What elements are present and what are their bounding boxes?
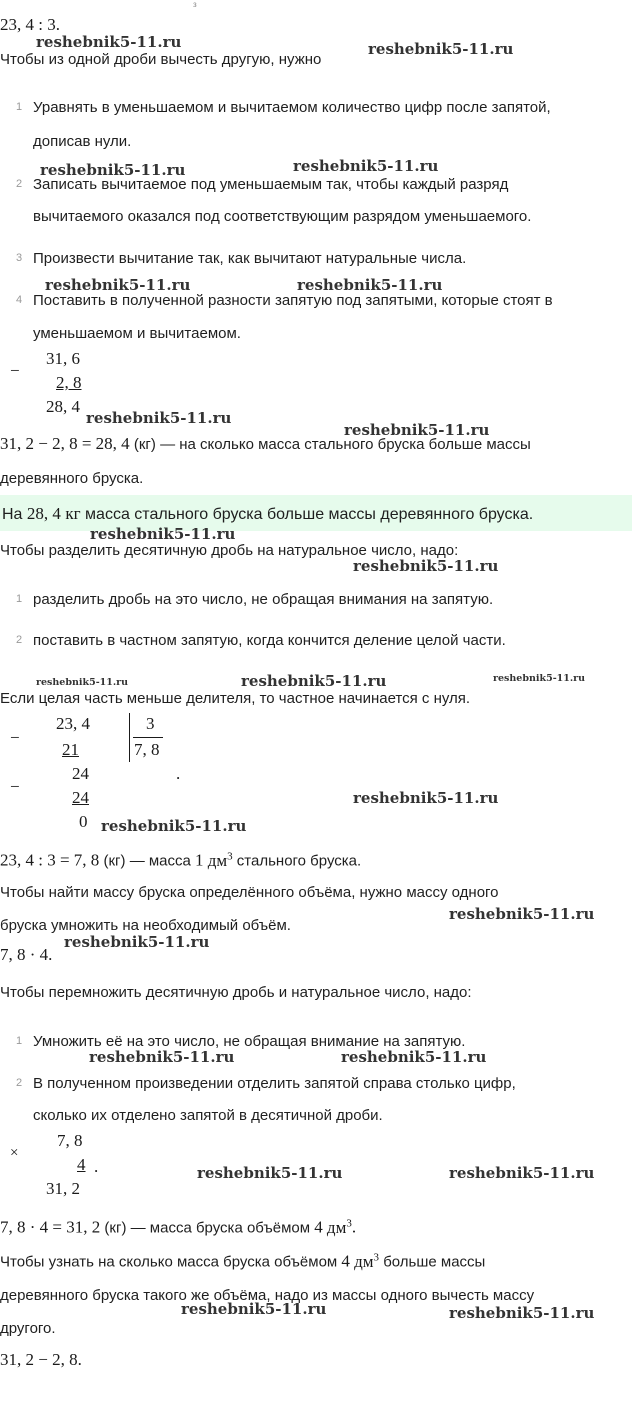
watermark: reshebnik5-11.ru: [493, 673, 586, 684]
end-dot: .: [351, 1217, 357, 1237]
final-rule-text: Чтобы узнать на сколько масса бруска объёмом: [0, 1253, 338, 1271]
watermark: reshebnik5-11.ru: [353, 789, 499, 807]
watermark: reshebnik5-11.ru: [297, 276, 443, 294]
result-description-end: стального бруска.: [236, 852, 362, 870]
subtrahend: 2, 8: [56, 373, 82, 392]
step-number: 2: [16, 634, 23, 646]
dividend: 23, 4: [56, 714, 90, 733]
answer-text: масса стального бруска больше массы деревянного бруска.: [85, 506, 534, 523]
subtraction-rule-intro: Чтобы из одной дроби вычесть другую, нужно: [0, 51, 322, 68]
result-description: — на сколько масса стального бруска больше массы: [160, 436, 531, 453]
difference: 28, 4: [46, 397, 80, 416]
minus-sign: −: [10, 728, 20, 747]
divisor: 3: [146, 714, 155, 733]
watermark: reshebnik5-11.ru: [90, 525, 236, 543]
watermark: reshebnik5-11.ru: [36, 33, 182, 51]
expression-multiply: 7, 8 · 4.: [0, 945, 53, 964]
partial-product: 24: [72, 788, 89, 807]
unit-power: 3: [346, 1217, 352, 1229]
step-text: Записать вычитаемое под уменьшаемым так, чтобы каждый разряд: [33, 176, 509, 193]
watermark: reshebnik5-11.ru: [368, 40, 514, 58]
step-text: Уравнять в уменьшаемом и вычитаемом количество цифр после запятой,: [33, 99, 551, 116]
watermark: reshebnik5-11.ru: [341, 1048, 487, 1066]
watermark: reshebnik5-11.ru: [45, 276, 191, 294]
answer-unit: кг: [65, 504, 81, 523]
step-number: 3: [16, 252, 23, 264]
watermark: reshebnik5-11.ru: [353, 557, 499, 575]
watermark: reshebnik5-11.ru: [86, 409, 232, 427]
trailing-dot: .: [176, 764, 181, 783]
watermark: reshebnik5-11.ru: [40, 161, 186, 179]
mass-rule-text: Чтобы найти массу бруска определённого объёма, нужно массу одного: [0, 884, 499, 901]
product: 31, 2: [46, 1179, 80, 1198]
step-text: Умножить её на это число, не обращая внимание на запятую.: [33, 1033, 466, 1050]
expression-division: 23, 4 : 3.: [0, 15, 60, 34]
volume-value: 4: [314, 1217, 323, 1237]
step-text: В полученном произведении отделить запятой справа столько цифр,: [33, 1075, 516, 1092]
volume-value: 4: [341, 1251, 350, 1271]
result-unit: (кг): [103, 852, 126, 870]
step-text-cont: вычитаемого оказался под соответствующим разрядом уменьшаемого.: [33, 208, 532, 225]
unit-dm: дм: [207, 850, 228, 870]
watermark: reshebnik5-11.ru: [344, 421, 490, 439]
division-note: Если целая часть меньше делителя, то частное начинается с нуля.: [0, 690, 471, 707]
watermark: reshebnik5-11.ru: [293, 157, 439, 175]
watermark: reshebnik5-11.ru: [181, 1300, 327, 1318]
final-rule-line: [0, 1251, 485, 1272]
final-rule-text-end: больше массы: [383, 1253, 486, 1271]
step-number: 1: [16, 101, 23, 113]
division-bar: [129, 713, 130, 762]
volume-unit: [354, 1252, 379, 1271]
watermark: reshebnik5-11.ru: [64, 933, 210, 951]
volume-unit: [208, 851, 233, 870]
unit-power: 3: [227, 850, 233, 862]
step-text-cont: сколько их отделено запятой в десятичной дроби.: [33, 1107, 383, 1124]
volume-value: 1: [195, 850, 204, 870]
result-description-cont: деревянного бруска.: [0, 470, 144, 487]
result-unit: (кг): [104, 1219, 127, 1237]
volume-unit: [327, 1218, 352, 1237]
division-rule-intro: Чтобы разделить десятичную дробь на натуральное число, надо:: [0, 542, 459, 559]
step-number: 2: [16, 1077, 23, 1089]
result-expression: 7, 8 · 4 = 31, 2: [0, 1217, 101, 1237]
result-unit: (кг): [133, 436, 156, 453]
expression-final: 31, 2 − 2, 8.: [0, 1350, 82, 1369]
unit-dm: дм: [326, 1217, 347, 1237]
minuend: 31, 6: [46, 349, 80, 368]
watermark: reshebnik5-11.ru: [449, 1164, 595, 1182]
trailing-dot: .: [94, 1157, 99, 1176]
watermark: reshebnik5-11.ru: [101, 817, 247, 835]
minus-sign: −: [10, 361, 20, 380]
partial-product: 21: [62, 740, 79, 759]
watermark: reshebnik5-11.ru: [89, 1048, 235, 1066]
answer-prefix: На: [2, 506, 23, 523]
step-text: поставить в частном запятую, когда кончится деление целой части.: [33, 632, 506, 649]
final-remainder: 0: [79, 812, 88, 831]
step-text-cont: уменьшаемом и вычитаемом.: [33, 325, 241, 342]
top-superscript-mark: з: [193, 0, 197, 9]
step-number: 4: [16, 294, 23, 306]
result-description: — масса: [129, 852, 191, 870]
result-expression: 31, 2 − 2, 8 = 28, 4: [0, 434, 130, 453]
watermark: reshebnik5-11.ru: [241, 672, 387, 690]
quotient: 7, 8: [134, 740, 160, 759]
multiply-rule-intro: Чтобы перемножить десятичную дробь и натуральное число, надо:: [0, 984, 472, 1001]
result-line: [0, 1217, 356, 1238]
final-rule-text-cont2: другого.: [0, 1320, 56, 1337]
watermark: reshebnik5-11.ru: [36, 677, 129, 688]
step-text-cont: дописав нули.: [33, 133, 132, 150]
multiplicand: 7, 8: [57, 1131, 83, 1150]
result-expression: 23, 4 : 3 = 7, 8: [0, 850, 100, 870]
step-text: разделить дробь на это число, не обращая внимания на запятую.: [33, 591, 494, 608]
mass-rule-text-cont: бруска умножить на необходимый объём.: [0, 917, 291, 934]
watermark: reshebnik5-11.ru: [449, 1304, 595, 1322]
step-text: Произвести вычитание так, как вычитают натуральные числа.: [33, 250, 467, 267]
answer-line: [2, 504, 533, 524]
result-line: [0, 850, 361, 871]
unit-power: 3: [373, 1251, 380, 1263]
result-description: — масса бруска объёмом: [130, 1219, 311, 1237]
step-number: 2: [16, 178, 23, 190]
watermark: reshebnik5-11.ru: [197, 1164, 343, 1182]
watermark: reshebnik5-11.ru: [449, 905, 595, 923]
step-text: Поставить в полученной разности запятую под запятыми, которые стоят в: [33, 292, 553, 309]
divisor-underline: [133, 737, 163, 738]
unit-dm: дм: [354, 1251, 374, 1271]
step-number: 1: [16, 593, 23, 605]
multiplier: 4: [77, 1155, 86, 1174]
minus-sign: −: [10, 777, 20, 796]
final-rule-text-cont: деревянного бруска такого же объёма, надо из массы одного вычесть массу: [0, 1287, 535, 1304]
times-sign: ×: [10, 1145, 19, 1161]
step-number: 1: [16, 1035, 23, 1047]
answer-value: 28, 4: [26, 504, 61, 523]
remainder: 24: [72, 764, 89, 783]
